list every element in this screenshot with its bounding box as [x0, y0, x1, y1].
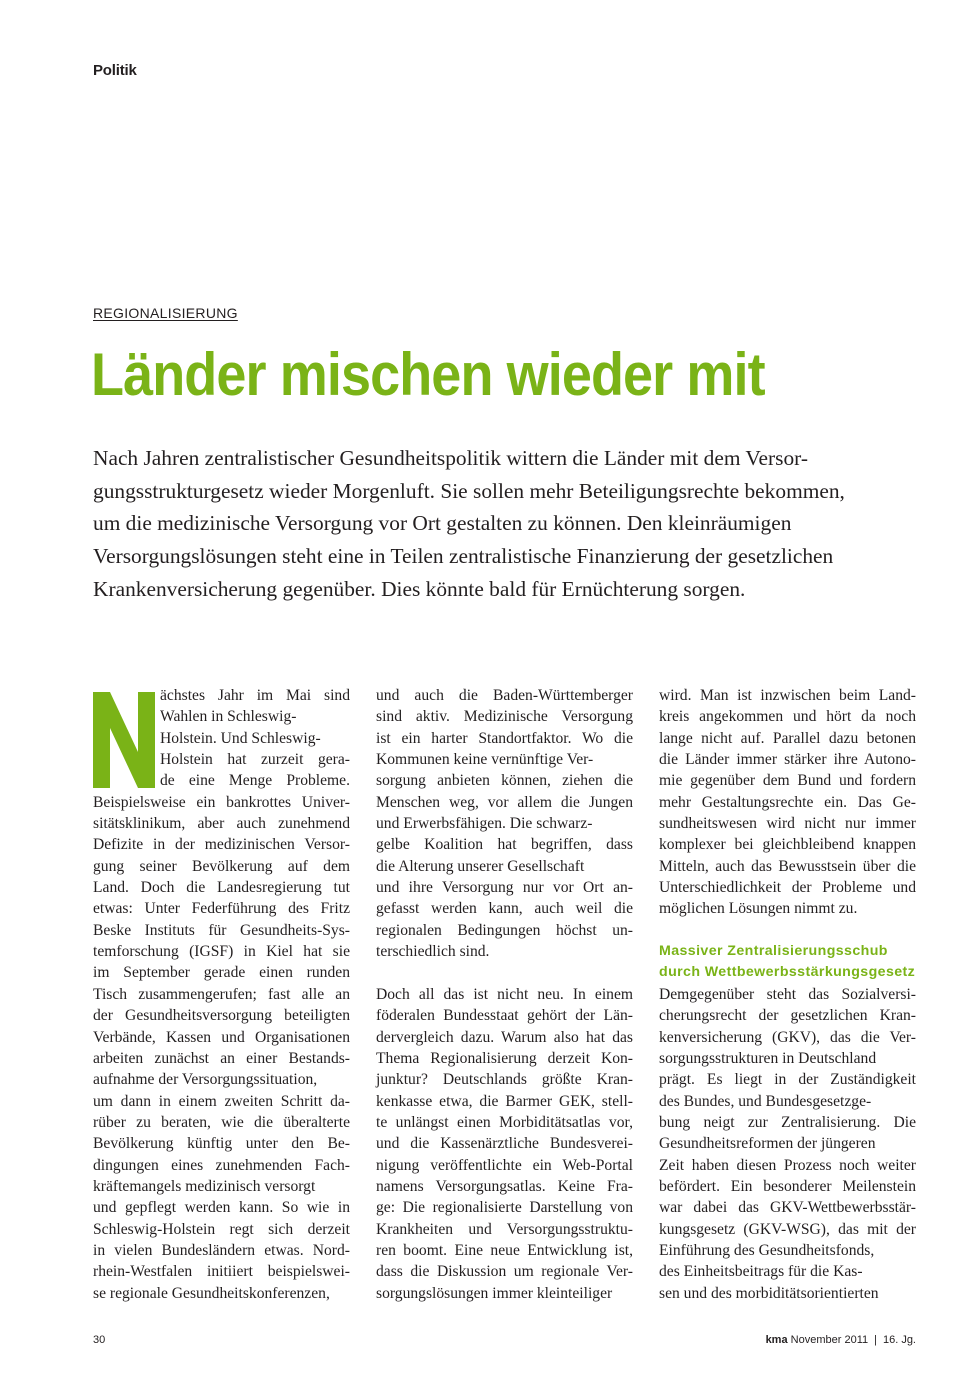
article-column-1: [93, 685, 350, 1304]
body-line: Verbände, Kassen und Organisationen: [93, 1028, 350, 1046]
body-line: war dabei das GKV-Wettbewerbsstär-: [659, 1199, 916, 1217]
body-line: Wahlen in Schleswig-: [160, 708, 297, 726]
body-line: ge: Die regionalisierte Darstellung von: [376, 1199, 633, 1217]
body-line: die Länder immer stärker ihre Autono-: [659, 751, 916, 769]
body-line: sind aktiv. Medizinische Versorgung: [376, 708, 633, 726]
lead-line: um die medizinische Versorgung vor Ort gestalten zu können. Den kleinräumigen: [93, 511, 792, 536]
body-line: regionalen Bedingungen höchst un-: [376, 921, 633, 939]
body-line: Mitteln, auch das Bewusstsein über die: [659, 857, 916, 875]
body-line: befördert. Ein besonderer Meilenstein: [659, 1177, 916, 1195]
body-line: kenversicherung (GKV), das die Ver-: [659, 1028, 916, 1046]
body-line: sorgungsstrukturen in Deutschland: [659, 1049, 877, 1067]
body-line: des Einheitsbeitrags für die Kas-: [659, 1263, 863, 1281]
body-line: Kommunen keine vernünftige Ver-: [376, 751, 594, 769]
body-line: sen und des morbiditätsorientierten: [659, 1284, 879, 1302]
body-line: kräftemangels medizinisch versorgt: [93, 1177, 316, 1195]
lead-line: Krankenversicherung gegenüber. Dies könnte bald für Ernüchterung sorgen.: [93, 576, 746, 601]
body-line: ist ein harter Standortfaktor. Wo die: [376, 729, 633, 747]
body-line: und Erwerbsfähigen. Die schwarz-: [376, 815, 593, 833]
paragraph-gap: [659, 920, 916, 941]
body-line: mehr Gestaltungsrechte ein. Das Ge-: [659, 793, 916, 811]
body-line: dervergleich dazu. Warum also hat das: [376, 1028, 633, 1046]
body-line: Holstein hat zurzeit gera-: [160, 751, 350, 769]
body-line: und gepflegt werden kann. So wie in: [93, 1199, 350, 1217]
body-line: Bevölkerung künftig unter den Be-: [93, 1135, 350, 1153]
body-line: Schleswig-Holstein regt sich derzeit: [93, 1220, 350, 1238]
lead-paragraph: [93, 442, 893, 606]
body-line: se regionale Gesundheitskonferenzen,: [93, 1284, 330, 1302]
body-line: Beispielsweise ein bankrottes Univer-: [93, 793, 350, 811]
body-line: der Gesundheitsversorgung beteiligten: [93, 1007, 350, 1025]
body-line: rüber zu beraten, wie die überalterte: [93, 1113, 350, 1131]
body-line: im September gerade einen runden: [93, 964, 350, 982]
page-number: 30: [93, 1334, 106, 1346]
body-line: temforschung (IGSF) in Kiel hat sie: [93, 943, 350, 961]
body-line: die Alterung unserer Gesellschaft: [376, 857, 585, 875]
body-line: sitätsklinikum, aber auch zunehmend: [93, 815, 350, 833]
body-line: Gesundheitsreformen der jüngeren: [659, 1135, 876, 1153]
issue-date: November 2011: [790, 1334, 869, 1346]
body-line: te unlängst einen Morbiditätsatlas vor,: [376, 1113, 633, 1131]
body-line: Doch all das ist nicht neu. In einem: [376, 985, 633, 1003]
body-line: um dann in einem zweiten Schritt da-: [93, 1092, 350, 1110]
body-line: kungsgesetz (GKV-WSG), das mit der: [659, 1220, 916, 1238]
body-line: und die Kassenärztliche Bundesverei-: [376, 1135, 633, 1153]
body-line: gung seiner Bevölkerung auf dem: [93, 857, 350, 875]
subheading-line: durch Wettbewerbsstärkungsgesetz: [659, 964, 916, 981]
body-line: arbeiten zunächst an einer Bestands-: [93, 1049, 350, 1067]
body-line: gefasst werden kann, auch weil die: [376, 900, 633, 918]
body-line: Unterschiedlichkeit der Probleme und: [659, 879, 916, 897]
body-line: kreis angekommen und hört da noch: [659, 708, 916, 726]
body-line: bung neigt zur Zentralisierung. Die: [659, 1113, 916, 1131]
body-line: terschiedlich sind.: [376, 943, 490, 961]
body-line: gelbe Koalition hat begriffen, dass: [376, 836, 633, 854]
body-line: Thema Regionalisierung derzeit Kon-: [376, 1049, 633, 1067]
body-line: Land. Doch die Landesregierung tut: [93, 879, 350, 897]
paragraph-gap: [376, 962, 633, 983]
body-line: und auch die Baden-Württemberger: [376, 687, 633, 704]
footer-info: [766, 1334, 916, 1346]
lead-line: gungsstrukturgesetz wieder Morgenluft. Sie sollen mehr Beteiligungsrechte bekommen,: [93, 478, 845, 503]
article-column-2: [376, 685, 633, 1304]
body-line: rhein-Westfalen initiiert beispielswei-: [93, 1263, 350, 1281]
body-line: Menschen weg, vor allem die Jungen: [376, 793, 633, 811]
body-line: junktur? Deutschlands größte Kran-: [376, 1071, 633, 1089]
body-line: mie gegenüber dem Bund und fordern: [659, 772, 916, 790]
body-line: Zeit haben diesen Prozess noch weiter: [659, 1156, 916, 1174]
body-line: cherungsrecht der gesetzlichen Kran-: [659, 1007, 916, 1025]
body-line: ächstes Jahr im Mai sind: [160, 687, 350, 704]
magazine-name: kma: [765, 1334, 788, 1346]
lead-line: Nach Jahren zentralistischer Gesundheitspolitik wittern die Länder mit dem Versor-: [93, 446, 808, 470]
body-line: Defizite in der medizinischen Versor-: [93, 836, 350, 854]
lead-line: Versorgungslösungen steht eine in Teilen zentralistische Finanzierung der gesetzlichen: [93, 544, 834, 569]
section-label: Politik: [93, 62, 137, 79]
body-line: Holstein. Und Schleswig-: [160, 729, 321, 747]
body-line: kenkasse etwa, die Barmer GEK, stell-: [376, 1092, 633, 1110]
body-line: Demgegenüber steht das Sozialversi-: [659, 985, 916, 1003]
body-line: lange nicht auf. Parallel dazu betonen: [659, 729, 916, 747]
body-line: ren boomt. Eine neue Entwicklung ist,: [376, 1241, 633, 1259]
footer-separator: |: [874, 1334, 877, 1346]
body-line: des Bundes, und Bundesgesetzge-: [659, 1092, 872, 1110]
body-line: namens Versorgungsatlas. Keine Fra-: [376, 1177, 633, 1195]
body-line: sundheitswesen wird nicht nur immer: [659, 815, 916, 833]
body-line: dingungen eines zunehmenden Fach-: [93, 1156, 350, 1174]
body-line: nigung veröffentlichte ein Web-Portal: [376, 1156, 633, 1174]
body-line: Krankheiten und Versorgungsstruktu-: [376, 1220, 633, 1238]
body-line: etwas: Unter Federführung des Fritz: [93, 900, 350, 918]
body-line: sorgung anbieten können, ziehen die: [376, 772, 633, 790]
body-line: Beske Instituts für Gesundheits-Sys-: [93, 921, 350, 939]
body-line: Einführung des Gesundheitsfonds,: [659, 1241, 875, 1259]
body-line: in vielen Bundesländern etwas. Nord-: [93, 1241, 350, 1259]
kicker: REGIONALISIERUNG: [93, 305, 238, 321]
body-line: und ihre Versorgung nur vor Ort an-: [376, 879, 633, 897]
body-line: de eine Menge Probleme.: [160, 772, 350, 790]
body-line: wird. Man ist inzwischen beim Land-: [659, 687, 916, 704]
body-line: komplexer bei gleichbleibend knappen: [659, 836, 916, 854]
subheading-line: Massiver Zentralisierungsschub: [659, 943, 888, 960]
body-line: föderalen Bundesstaat gehört der Län-: [376, 1007, 633, 1025]
body-line: möglichen Lösungen nimmt zu.: [659, 900, 858, 918]
body-line: Tisch zusammengerufen; fast alle an: [93, 985, 350, 1003]
body-line: sorgungslösungen immer kleinteiliger: [376, 1284, 613, 1302]
headline: Länder mischen wieder mit: [91, 341, 765, 408]
body-line: prägt. Es liegt in der Zuständigkeit: [659, 1071, 916, 1089]
body-line: dass die Diskussion um regionale Ver-: [376, 1263, 633, 1281]
volume: 16. Jg.: [882, 1334, 916, 1346]
article-column-3: [659, 685, 916, 1304]
body-line: aufnahme der Versorgungssituation,: [93, 1071, 318, 1089]
